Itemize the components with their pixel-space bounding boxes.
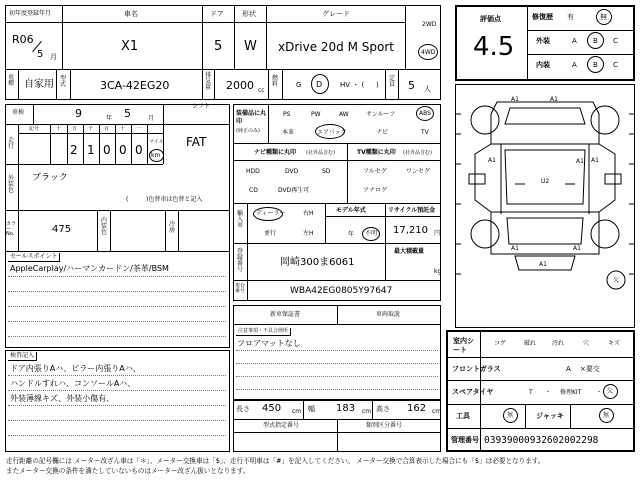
inspector-line-1: ハンドルすれハ、コンソールAハ、 [10, 379, 136, 388]
equip-ps: PS [283, 111, 291, 118]
recycle-value: 17,210 [393, 225, 428, 236]
registration-label: 登録番号 [237, 248, 244, 273]
spare-dot1: ・ [545, 389, 552, 396]
diagram-a1-right: A1 [591, 157, 599, 164]
model-value: 3CA-42EG20 [100, 79, 170, 92]
fuel-label: 燃料 [272, 75, 279, 88]
model-label: 型式 [60, 75, 67, 88]
sheet-yabure: 破れ [524, 340, 537, 347]
wheel-rear-right [591, 220, 619, 248]
shift-label: シフト [192, 103, 211, 110]
color-no-value: 475 [52, 224, 72, 235]
interior-c: C [613, 61, 618, 69]
tv-analog: アナログ [363, 187, 388, 194]
mileage-digit-label-3: 千 [88, 126, 94, 132]
manual-label: 車両取説 [376, 311, 401, 318]
tools-value: 無 [507, 412, 514, 419]
capacity-value: 5 [408, 79, 415, 92]
diagram-a1-top: A1 [511, 96, 519, 103]
shape-label: 形状 [242, 10, 256, 18]
model-year-unit: 年 [348, 231, 355, 238]
class-division: 類別区分番号 [366, 422, 403, 429]
inspector-line-2: 外装薄線キズ、外装小傷有、 [10, 394, 115, 403]
control-no-value: 03939000932602002298 [484, 435, 599, 446]
equip-sunroof: サンルーフ [366, 111, 396, 118]
score-value: 4.5 [473, 32, 515, 62]
diagram-a1-top2: A1 [550, 96, 558, 103]
mileage-digit-label-6: 一 [136, 126, 142, 132]
tv-fullseg: フルセグ [363, 168, 387, 175]
navi-sd: SD [322, 168, 331, 175]
car-diagram [455, 84, 635, 328]
import-parallel: 並行 [264, 230, 277, 237]
repair-yes: 有 [567, 13, 574, 21]
height-value: 162 [407, 403, 427, 414]
equip-abs: ABS [419, 110, 431, 117]
spare-t: T [529, 389, 533, 396]
interior-a: A [572, 61, 577, 69]
color-no-label: カラーNo. [6, 221, 17, 237]
equip-tv: TV [421, 129, 429, 136]
registration-value: 岡崎300ま6061 [280, 257, 355, 268]
notes-line1: フロアマットなし [237, 339, 301, 348]
navi-dvd: DVD [285, 168, 299, 175]
color-note-left: ( [126, 196, 129, 203]
inspector-line-0: ドア内張りAハ、ピラー内張りAハ、 [10, 364, 141, 373]
shift-value: FAT [186, 135, 207, 149]
equip-aw: AW [339, 111, 349, 118]
spare-kit: 修理KIT [560, 389, 582, 396]
sheet-yogore: 汚れ [552, 340, 565, 347]
front-glass-a: A [566, 365, 571, 373]
cc-unit: cc [258, 87, 265, 94]
length-label: 長さ [236, 405, 250, 413]
height-label: 高さ [376, 405, 390, 413]
inspection-month-unit: 月 [148, 115, 155, 122]
tv-sub: (社外品含む) [403, 150, 432, 156]
recycle-label: リサイクル預託金 [388, 207, 436, 214]
mileage-digit-4: 0 [119, 143, 127, 157]
interior-b: B [593, 61, 598, 69]
inspection-label: 車検 [12, 109, 25, 116]
import-right: 右H [303, 210, 314, 217]
month-unit: 月 [50, 53, 57, 61]
spare-dot2: ・ [596, 389, 603, 396]
inspector-label: 検査記入 [8, 352, 37, 361]
wheel-front-right [591, 106, 619, 134]
mileage-digit-label-2: 万 [72, 126, 78, 132]
width-unit: cm [362, 408, 372, 415]
notes-label: 注意事項・不具合箇所 [236, 328, 291, 336]
vin-label: 車台番号 [235, 283, 246, 294]
drive-4wd: 4WD [421, 49, 436, 56]
width-label: 幅 [308, 405, 315, 413]
model-year-unknown: 不明 [365, 230, 378, 237]
equip-pw: PW [311, 111, 321, 118]
color-label: 外装色 [8, 175, 15, 194]
wheel-rear-left [471, 220, 499, 248]
repair-label: 修復歴 [532, 13, 553, 21]
mileage-digit-2: 1 [87, 143, 95, 157]
class-value: 自家用 [24, 79, 54, 90]
diagram-a1-mid: A1 [576, 158, 584, 165]
max-load-unit: kg [434, 268, 442, 275]
first-reg-era: R06 [12, 33, 34, 46]
mileage-label: 走行 [8, 137, 15, 150]
sheet-kizu: キズ [608, 340, 620, 347]
mileage-digit-label-1: 十 [56, 126, 62, 132]
fuel-hv: HV ・ ( [340, 81, 365, 89]
exterior-c: C [613, 37, 618, 45]
new-car-warranty: 新車保証書 [270, 311, 301, 318]
tv-label: TV種類に丸印 [357, 149, 396, 156]
diagram-a1-b2: A1 [539, 261, 547, 268]
front-glass-label: フロントガラス [452, 365, 501, 373]
door-value: 5 [214, 39, 223, 54]
width-value: 183 [336, 403, 356, 414]
diagram-a1-left: A1 [488, 157, 496, 164]
equip-airbag: エアバック [317, 129, 347, 136]
displacement-label: 排気量 [205, 72, 212, 91]
diagram-a1-bottom: A1 [573, 245, 581, 252]
jack-value: 無 [603, 412, 610, 419]
repair-no: 無 [600, 13, 607, 21]
navi-dvd-play: DVD再生可 [278, 187, 310, 194]
color-note-right: )色替車は色替と記入 [146, 196, 203, 203]
shape-value: W [244, 39, 257, 54]
grade-value: xDrive 20d M Sport [278, 40, 394, 54]
color-value: ブラック [32, 173, 68, 183]
wheel-front-left [471, 106, 499, 134]
model-year-label: モデル年式 [336, 207, 366, 214]
navi-cd: CD [249, 187, 258, 194]
first-reg-month: 5 [37, 49, 44, 60]
jack-label: ジャッキ [536, 412, 564, 420]
recycle-unit: 円 [434, 230, 441, 237]
capacity-unit: 人 [424, 85, 431, 93]
tv-oneseg: ワンセグ [406, 168, 431, 175]
inspection-year-unit: 年 [106, 115, 113, 122]
class-label: 車種 [8, 74, 15, 87]
tools-label: 工具 [456, 412, 470, 420]
navi-sub: (社外品含む) [306, 150, 335, 156]
import-dealer: ディーラー [256, 210, 286, 217]
interior-sheet-label: 室内シート [453, 337, 474, 354]
mileage-digit-1: 2 [70, 143, 78, 157]
sales-point-line1: AppleCarplay/ハーマンカードン/茶革/BSM [10, 264, 169, 273]
interior-label: 内装 [536, 61, 550, 69]
max-load-label: 最大積載量 [394, 248, 425, 255]
equip-leather: 本革 [282, 129, 295, 136]
length-unit: cm [292, 408, 302, 415]
aircon-label: 冷房 [169, 221, 176, 234]
type-designation: 型式指定番号 [263, 422, 300, 429]
footer-line1: 走行距離の記号欄には メーター改ざん車は「＊」、メーター交換車は「$」、走行不明車は「#」を記入してください。 メーター交換で合算表示した場合にも「$」は必要となります。 [6, 457, 545, 465]
fuel-d: D [316, 80, 323, 89]
vin-value: WBA42EG0805Y97647 [290, 286, 393, 296]
control-no-label: 管理番号 [451, 436, 479, 444]
diagram-a1-b1: A1 [511, 245, 519, 252]
height-unit: cm [432, 408, 442, 415]
mileage-digit-label-4: 百 [104, 126, 110, 132]
diagram-u2: U2 [541, 178, 550, 185]
drive-2wd: 2WD [422, 21, 437, 28]
exterior-label: 外装 [536, 37, 550, 45]
door-label: ドア [210, 10, 224, 18]
navi-hdd: HDD [246, 168, 260, 175]
sales-point-label: セールスポイント [8, 253, 60, 262]
sheet-ana: 穴 [583, 340, 590, 347]
import-label: 輸入車 [237, 210, 244, 229]
displacement-value: 2000 [226, 79, 254, 92]
equip-navi: ナビ [376, 129, 389, 136]
mileage-digit-3: 0 [103, 143, 111, 157]
sheet-koge: コゲ [494, 340, 507, 347]
capacity-label: 定員 [389, 75, 396, 88]
import-left: 左H [303, 230, 314, 237]
grade-label: グレード [322, 10, 350, 18]
front-glass-replace: ×要交 [580, 365, 600, 373]
inspection-year: 9 [75, 107, 82, 120]
spare-tire-label: スペアタイヤ [452, 388, 494, 396]
diagram-defect: 欠 [613, 277, 620, 284]
mileage-unit-mile: マイル [149, 139, 164, 145]
car-name-label: 車名 [124, 10, 138, 18]
equipment-label: 装備品に丸印 [236, 110, 267, 125]
mileage-digit-label-5: 十 [120, 126, 126, 132]
score-label: 評価点 [480, 15, 501, 23]
inspection-month: 5 [124, 107, 131, 120]
interior-color-label: 内装色 [101, 217, 108, 236]
mileage-digit-label-0: 記号 [29, 126, 40, 132]
spare-defect: 欠 [607, 388, 614, 395]
car-name: X1 [121, 39, 139, 54]
fuel-close: ) [376, 81, 379, 89]
exterior-b: B [593, 37, 598, 45]
length-value: 450 [262, 403, 282, 414]
first-reg-label: 初年度登録年月 [9, 10, 52, 17]
mileage-digit-5: 0 [135, 143, 143, 157]
mileage-unit-km: km [151, 152, 161, 159]
fuel-g: G [296, 81, 302, 89]
exterior-a: A [572, 37, 577, 45]
equipment-sub: (純正のみ) [236, 128, 260, 134]
navi-label: ナビ種類に丸印 [254, 149, 297, 156]
footer-line2: またメーター交換の条件を満たしていないものはメーター改ざん扱いとなります。 [6, 467, 250, 475]
